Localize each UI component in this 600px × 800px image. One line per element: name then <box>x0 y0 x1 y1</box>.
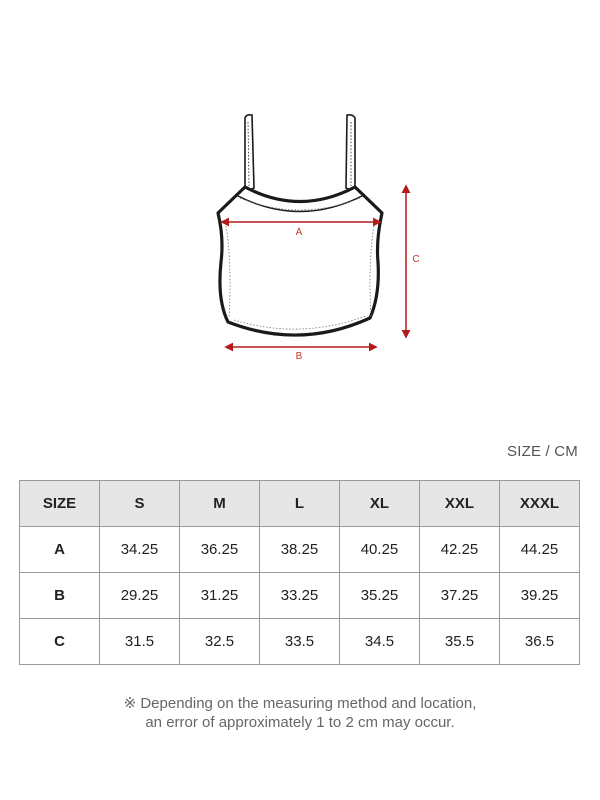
header-xxxl: XXXL <box>500 481 580 527</box>
table-cell: 33.25 <box>260 573 340 619</box>
garment-diagram <box>200 108 440 370</box>
table-cell: 38.25 <box>260 527 340 573</box>
measurement-note <box>0 694 600 732</box>
header-xxl: XXL <box>420 481 500 527</box>
table-cell: 33.5 <box>260 619 340 665</box>
table-row <box>20 527 580 573</box>
size-table <box>19 480 580 665</box>
table-cell: 35.5 <box>420 619 500 665</box>
table-cell: 31.25 <box>180 573 260 619</box>
table-cell: 31.5 <box>100 619 180 665</box>
table-cell: 37.25 <box>420 573 500 619</box>
row-label-c: C <box>20 619 100 665</box>
header-l: L <box>260 481 340 527</box>
right-strap <box>346 115 355 192</box>
note-line-1: ※ Depending on the measuring method and location, <box>123 695 477 712</box>
table-cell: 34.25 <box>100 527 180 573</box>
table-cell: 36.5 <box>500 619 580 665</box>
table-cell: 36.25 <box>180 527 260 573</box>
note-line-2: an error of approximately 1 to 2 cm may occur. <box>145 714 455 731</box>
header-m: M <box>180 481 260 527</box>
table-cell: 34.5 <box>340 619 420 665</box>
table-cell: 42.25 <box>420 527 500 573</box>
table-cell: 32.5 <box>180 619 260 665</box>
row-label-b: B <box>20 573 100 619</box>
measure-a-label: A <box>295 227 303 238</box>
table-cell: 29.25 <box>100 573 180 619</box>
header-s: S <box>100 481 180 527</box>
table-row <box>20 619 580 665</box>
row-label-a: A <box>20 527 100 573</box>
left-strap <box>245 115 254 192</box>
measure-b-label: B <box>295 351 303 362</box>
table-cell: 39.25 <box>500 573 580 619</box>
table-row <box>20 573 580 619</box>
table-header-row <box>20 481 580 527</box>
header-xl: XL <box>340 481 420 527</box>
table-cell: 40.25 <box>340 527 420 573</box>
header-size: SIZE <box>20 481 100 527</box>
unit-label: SIZE / CM <box>507 443 578 460</box>
table-cell: 35.25 <box>340 573 420 619</box>
measure-c-label: C <box>412 254 420 265</box>
table-cell: 44.25 <box>500 527 580 573</box>
garment-body <box>218 187 382 335</box>
